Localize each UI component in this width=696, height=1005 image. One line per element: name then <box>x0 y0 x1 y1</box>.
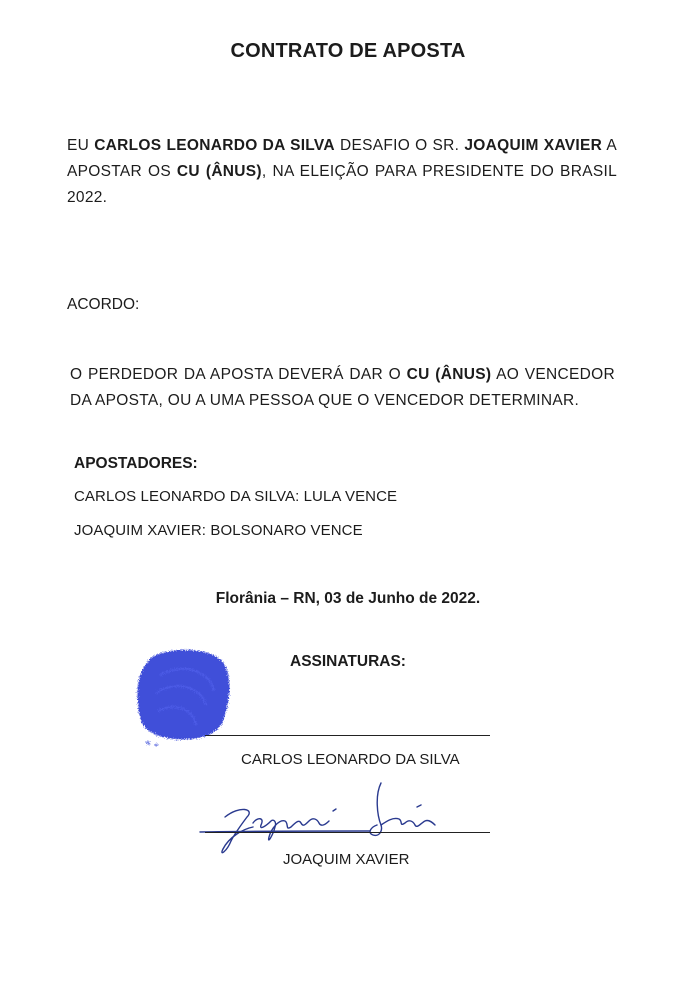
paragraph-text: EU <box>67 137 95 154</box>
challenger-name: CARLOS LEONARDO DA SILVA <box>94 137 335 154</box>
bettors-heading: APOSTADORES: <box>74 455 198 472</box>
stake-text: CU (ÂNUS) <box>176 163 262 180</box>
paragraph-text: , NA ELEIÇÃO PARA PRESIDENTE DO BRASIL 2022. <box>67 163 617 206</box>
signatory-name: CARLOS LEONARDO DA SILVA <box>241 751 460 768</box>
challenged-name: JOAQUIM XAVIER <box>464 137 603 154</box>
place-date: Florânia – RN, 03 de Junho de 2022. <box>215 590 481 607</box>
bettor-line: CARLOS LEONARDO DA SILVA: LULA VENCE <box>74 488 398 505</box>
signatory-name: JOAQUIM XAVIER <box>283 851 410 868</box>
signature-line <box>205 735 490 736</box>
paragraph-text: DESAFIO O SR. <box>334 137 465 154</box>
paragraph-text: O PERDEDOR DA APOSTA DEVERÁ DAR O <box>70 366 407 383</box>
bettor-line: JOAQUIM XAVIER: BOLSONARO VENCE <box>74 522 363 539</box>
signature-line <box>205 832 490 833</box>
agreement-paragraph <box>70 362 615 414</box>
agreement-label: ACORDO: <box>67 296 140 313</box>
signatures-heading: ASSINATURAS: <box>290 653 406 670</box>
paragraph-text: A APOSTAR OS <box>67 137 617 180</box>
document-title: CONTRATO DE APOSTA <box>230 40 466 62</box>
challenge-paragraph <box>67 133 617 211</box>
stake-text: CU (ÂNUS) <box>406 366 492 383</box>
paragraph-text: AO VENCEDOR DA APOSTA, OU A UMA PESSOA QUE O VENCEDOR DETERMINAR. <box>70 366 615 409</box>
